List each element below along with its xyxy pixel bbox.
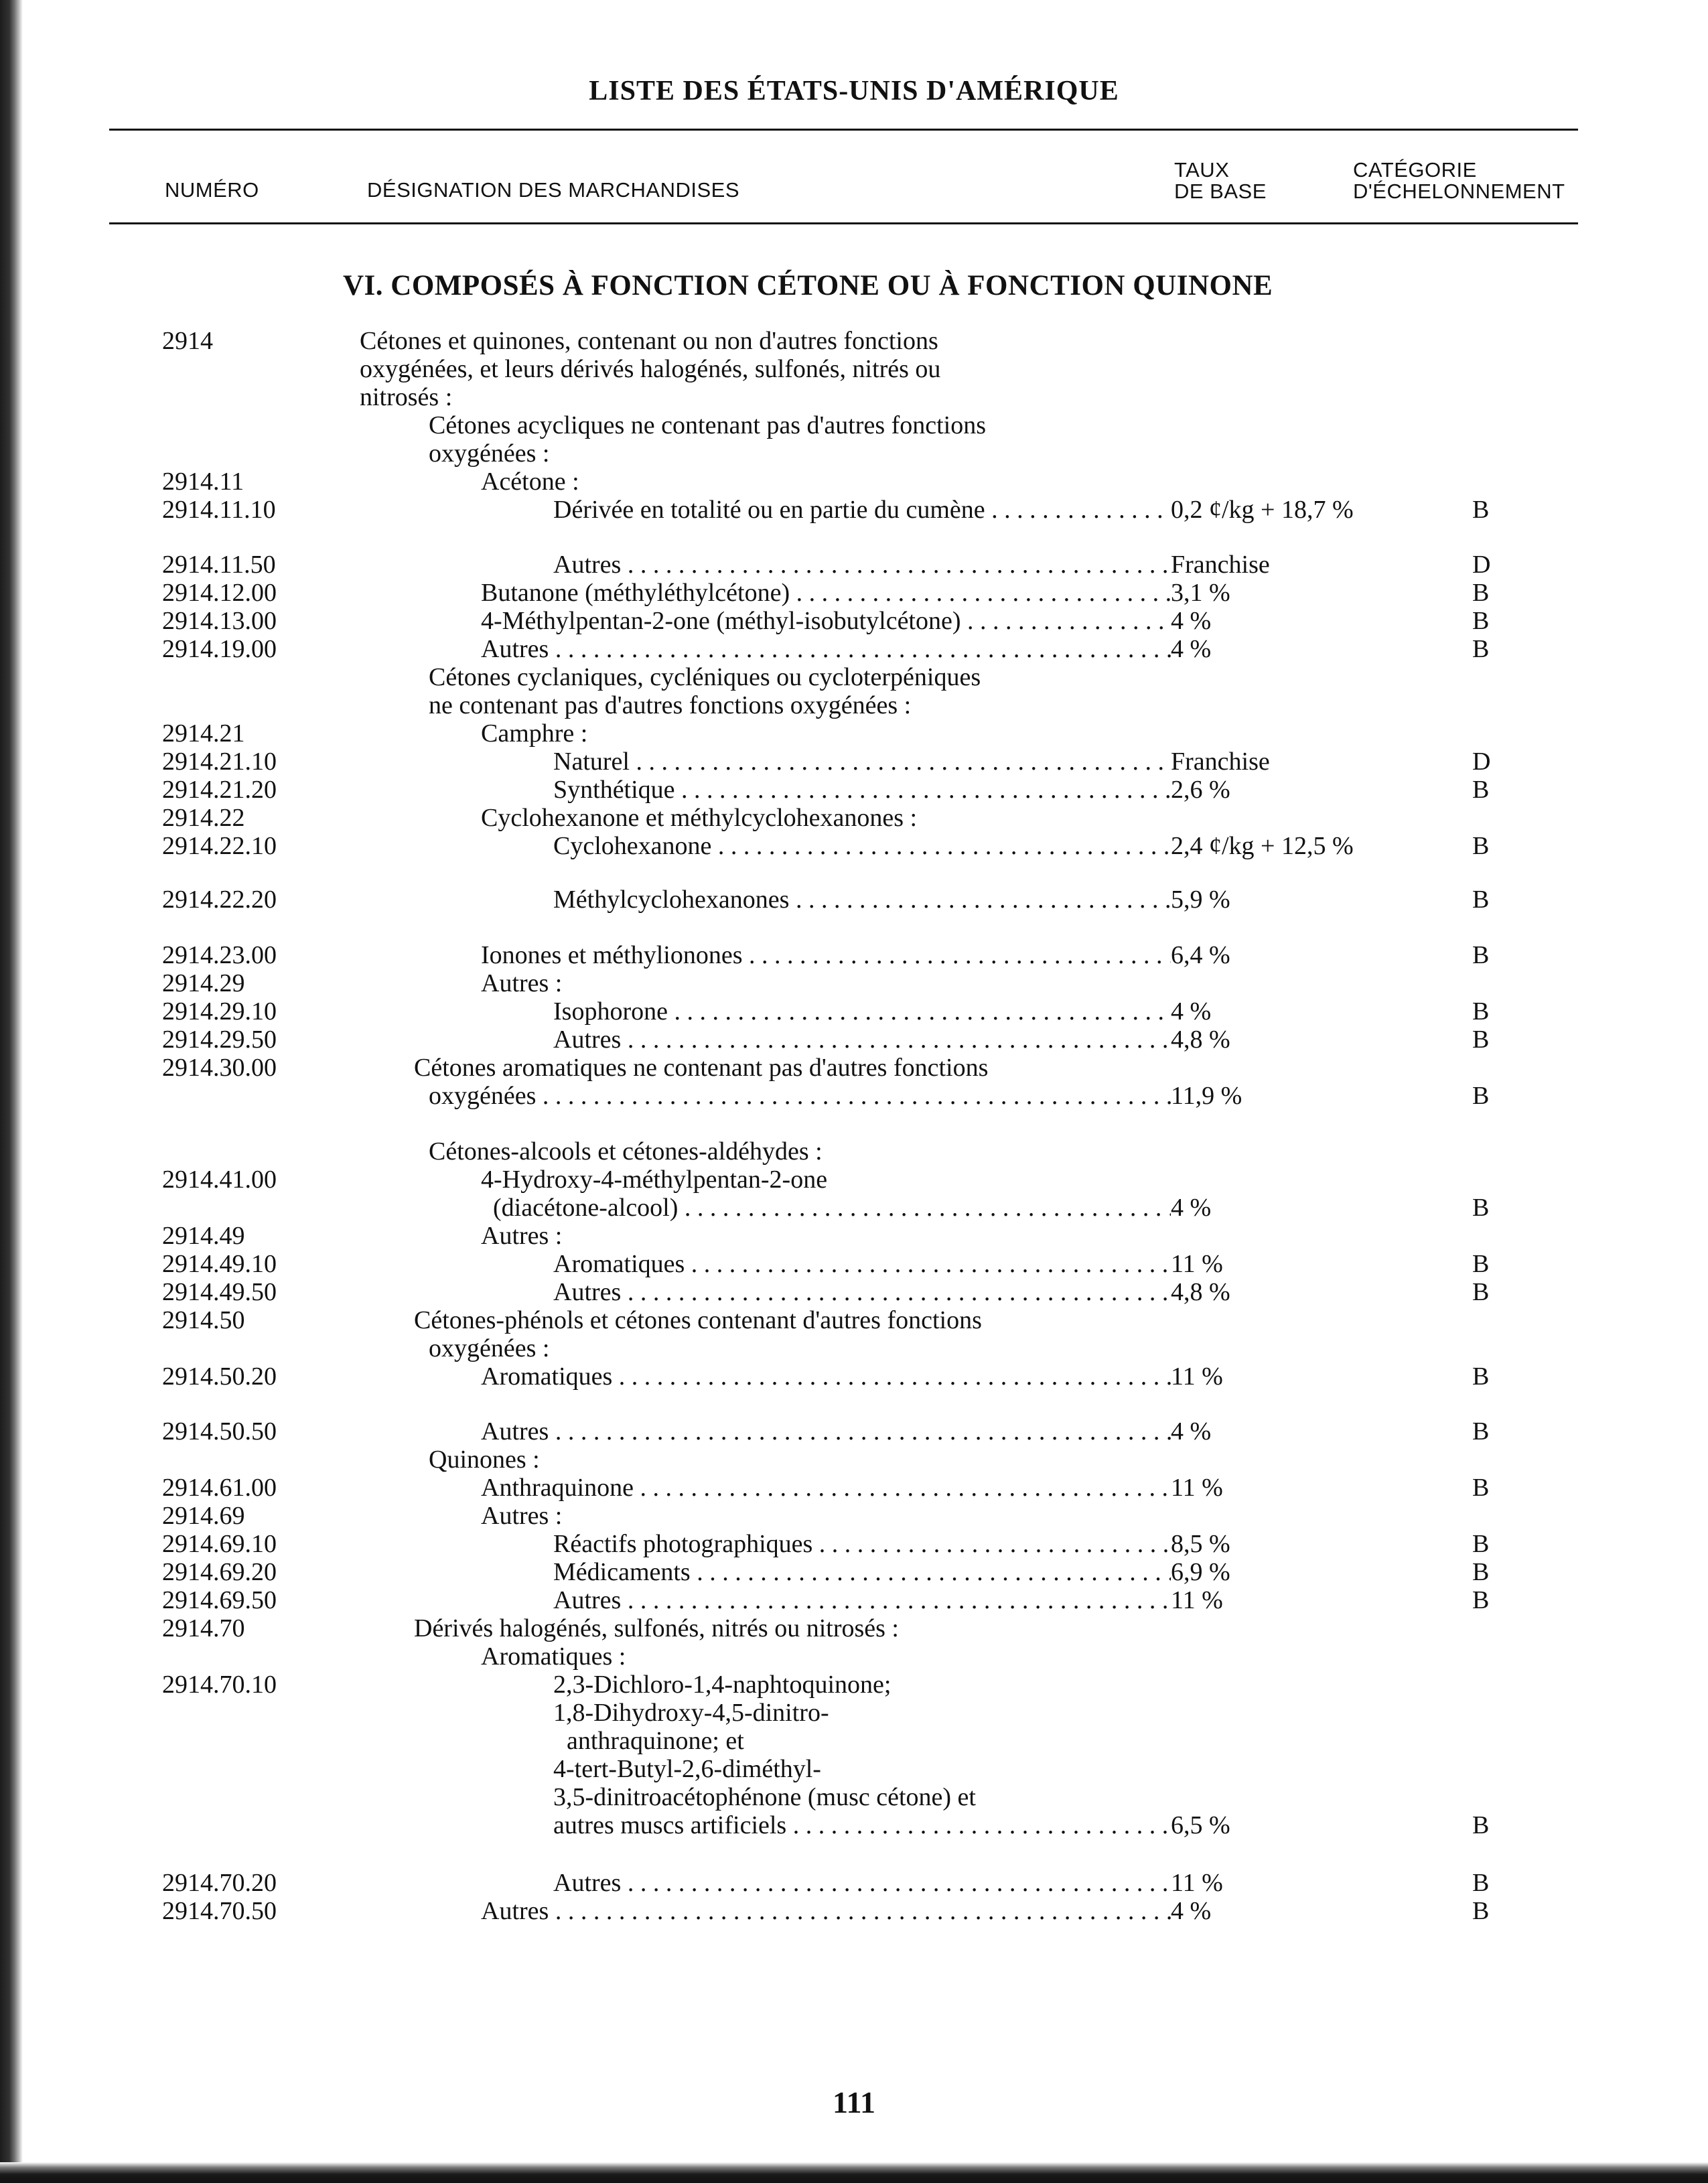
table-row [0,1727,1708,1755]
designation-text: Autres . . . [553,1869,1171,1897]
table-row [0,1026,1708,1054]
tariff-number: 2914.61.00 [162,1474,277,1502]
base-rate: 8,5 % [1171,1530,1230,1558]
table-row [0,1530,1708,1558]
table-row [0,1671,1708,1699]
designation-text: Autres : [481,969,563,997]
designation-text: Autres . . . [553,1586,1171,1614]
tariff-number: 2914.29.50 [162,1026,277,1054]
table-row [0,1614,1708,1642]
table-row [0,1222,1708,1250]
staging-category: B [1472,1586,1490,1614]
staging-category: B [1472,1558,1490,1586]
table-row [0,719,1708,748]
tariff-number: 2914.12.00 [162,579,277,607]
base-rate: 6,5 % [1171,1811,1230,1839]
table-row [0,1137,1708,1166]
tariff-number: 2914 [162,327,213,355]
designation-text: 3,5-dinitroacétophénone (musc cétone) et [553,1783,976,1811]
base-rate: 2,6 % [1171,776,1230,804]
staging-category: B [1472,1474,1490,1502]
table-row [0,1474,1708,1502]
staging-category: B [1472,1530,1490,1558]
table-row [0,748,1708,776]
table-row [0,327,1708,355]
column-header-designation: DÉSIGNATION DES MARCHANDISES [367,178,740,202]
designation-text: autres muscs artificiels . . . [553,1811,1171,1839]
tariff-number: 2914.69.50 [162,1586,277,1614]
table-row [0,1783,1708,1811]
header-rule-bottom [109,222,1578,224]
base-rate: 3,1 % [1171,579,1230,607]
page-number: 111 [833,2085,875,2119]
table-row [0,691,1708,719]
tariff-number: 2914.50 [162,1306,245,1334]
designation-text: oxygénées : [429,439,550,468]
designation-text: Synthétique . . . [553,776,1171,804]
designation-text: Quinones : [429,1446,540,1474]
staging-category: B [1472,1026,1490,1054]
table-row [0,1054,1708,1082]
staging-category: B [1472,1082,1490,1110]
designation-text: Cétones-phénols et cétones contenant d'autres fonctions [414,1306,982,1334]
base-rate: 11 % [1171,1586,1223,1614]
designation-text: 1,8-Dihydroxy-4,5-dinitro- [553,1699,829,1727]
designation-text: Méthylcyclohexanones . . . [553,886,1171,914]
table-row [0,886,1708,914]
staging-category: B [1472,607,1490,635]
designation-text: 4-Hydroxy-4-méthylpentan-2-one [481,1166,828,1194]
table-row [0,1334,1708,1362]
designation-text: (diacétone-alcool) . . . [493,1194,1171,1222]
table-row [0,496,1708,524]
designation-text: Butanone (méthyléthylcétone) . . . [481,579,1171,607]
table-row [0,1250,1708,1278]
table-row [0,1417,1708,1446]
staging-category: B [1472,886,1490,914]
designation-text: Anthraquinone . . . [481,1474,1171,1502]
tariff-number: 2914.11.50 [162,551,276,579]
staging-category: B [1472,1417,1490,1446]
base-rate: 4 % [1171,1194,1212,1222]
tariff-number: 2914.69.20 [162,1558,277,1586]
table-row [0,1642,1708,1671]
tariff-number: 2914.11 [162,468,244,496]
designation-text: 4-tert-Butyl-2,6-diméthyl- [553,1755,821,1783]
base-rate: 4 % [1171,1897,1212,1925]
table-row [0,969,1708,997]
header-rule-top [109,129,1578,131]
table-row [0,1082,1708,1110]
tariff-number: 2914.41.00 [162,1166,277,1194]
designation-text: 2,3-Dichloro-1,4-naphtoquinone; [553,1671,892,1699]
tariff-number: 2914.70.20 [162,1869,277,1897]
page-title: LISTE DES ÉTATS-UNIS D'AMÉRIQUE [589,76,1119,107]
table-row [0,1166,1708,1194]
designation-text: Autres . . . [553,1278,1171,1306]
staging-category: D [1472,551,1491,579]
base-rate: 4 % [1171,997,1212,1026]
tariff-number: 2914.29 [162,969,245,997]
designation-text: 4-Méthylpentan-2-one (méthyl-isobutylcétone) . . . [481,607,1171,635]
tariff-number: 2914.70.10 [162,1671,277,1699]
table-row [0,832,1708,860]
designation-text: Cétones acycliques ne contenant pas d'autres fonctions [429,411,987,439]
table-row [0,663,1708,691]
designation-text: Cyclohexanone . . . [553,832,1171,860]
designation-text: Autres . . . [553,551,1171,579]
table-row [0,1558,1708,1586]
table-row [0,776,1708,804]
designation-text: Naturel . . . [553,748,1171,776]
designation-text: oxygénées : [429,1334,550,1362]
column-header-number: NUMÉRO [165,178,259,202]
designation-text: Autres : [481,1222,563,1250]
tariff-number: 2914.21 [162,719,245,748]
table-row [0,997,1708,1026]
tariff-number: 2914.50.20 [162,1362,277,1391]
designation-text: Réactifs photographiques . . . [553,1530,1171,1558]
staging-category: B [1472,635,1490,663]
staging-category: B [1472,832,1490,860]
staging-category: B [1472,496,1490,524]
table-row [0,355,1708,383]
tariff-number: 2914.23.00 [162,941,277,969]
base-rate: 0,2 ¢/kg + 18,7 % [1171,496,1354,524]
staging-category: B [1472,1194,1490,1222]
tariff-number: 2914.21.20 [162,776,277,804]
tariff-number: 2914.70.50 [162,1897,277,1925]
table-row [0,607,1708,635]
tariff-number: 2914.69 [162,1502,245,1530]
tariff-number: 2914.13.00 [162,607,277,635]
tariff-number: 2914.11.10 [162,496,276,524]
tariff-number: 2914.30.00 [162,1054,277,1082]
tariff-number: 2914.22.10 [162,832,277,860]
designation-text: Cétones et quinones, contenant ou non d'autres fonctions [360,327,938,355]
designation-text: Autres . . . [481,1417,1171,1446]
tariff-number: 2914.22.20 [162,886,277,914]
tariff-number: 2914.19.00 [162,635,277,663]
designation-text: oxygénées, et leurs dérivés halogénés, sulfonés, nitrés ou [360,355,941,383]
tariff-number: 2914.21.10 [162,748,277,776]
table-row [0,551,1708,579]
designation-text: Cétones-alcools et cétones-aldéhydes : [429,1137,823,1166]
designation-text: Autres . . . [481,1897,1171,1925]
designation-text: nitrosés : [360,383,453,411]
table-row [0,1811,1708,1839]
staging-category: B [1472,1362,1490,1391]
table-row [0,468,1708,496]
column-header-base-rate-line2: DE BASE [1174,180,1267,203]
table-row [0,1306,1708,1334]
table-row [0,804,1708,832]
base-rate: 4,8 % [1171,1026,1230,1054]
designation-text: Isophorone . . . [553,997,1171,1026]
base-rate: 11 % [1171,1474,1223,1502]
base-rate: 11 % [1171,1250,1223,1278]
designation-text: Acétone : [481,468,579,496]
table-row [0,383,1708,411]
tariff-number: 2914.22 [162,804,245,832]
tariff-number: 2914.69.10 [162,1530,277,1558]
staging-category: B [1472,997,1490,1026]
column-header-category-line2: D'ÉCHELONNEMENT [1353,180,1565,203]
designation-text: Autres . . . [553,1026,1171,1054]
designation-text: Aromatiques : [481,1642,626,1671]
table-row [0,1586,1708,1614]
table-row [0,1699,1708,1727]
tariff-number: 2914.49 [162,1222,245,1250]
designation-text: Aromatiques . . . [481,1362,1171,1391]
table-row [0,579,1708,607]
table-row [0,941,1708,969]
table-row [0,1194,1708,1222]
base-rate: 4 % [1171,1417,1212,1446]
designation-text: Cyclohexanone et méthylcyclohexanones : [481,804,918,832]
base-rate: 2,4 ¢/kg + 12,5 % [1171,832,1354,860]
tariff-number: 2914.49.10 [162,1250,277,1278]
designation-text: Camphre : [481,719,588,748]
designation-text: Dérivés halogénés, sulfonés, nitrés ou nitrosés : [414,1614,899,1642]
designation-text: oxygénées . . . [429,1082,1171,1110]
tariff-number: 2914.50.50 [162,1417,277,1446]
section-title: VI. COMPOSÉS À FONCTION CÉTONE OU À FONCTION QUINONE [343,270,1273,301]
base-rate: 4 % [1171,635,1212,663]
base-rate: 6,4 % [1171,941,1230,969]
designation-text: Médicaments . . . [553,1558,1171,1586]
designation-text: Aromatiques . . . [553,1250,1171,1278]
designation-text: Dérivée en totalité ou en partie du cumène . . . [553,496,1171,524]
designation-text: Autres : [481,1502,563,1530]
scan-edge-bottom [0,2162,1708,2183]
base-rate: 11 % [1171,1362,1223,1391]
base-rate: 11,9 % [1171,1082,1242,1110]
column-header-category-line1: CATÉGORIE [1353,158,1477,182]
designation-text: anthraquinone; et [567,1727,744,1755]
designation-text: Cétones cyclaniques, cycléniques ou cycloterpéniques [429,663,981,691]
table-row [0,1278,1708,1306]
designation-text: Cétones aromatiques ne contenant pas d'autres fonctions [414,1054,989,1082]
staging-category: B [1472,776,1490,804]
base-rate: Franchise [1171,551,1270,579]
staging-category: B [1472,941,1490,969]
table-row [0,1869,1708,1897]
tariff-number: 2914.29.10 [162,997,277,1026]
staging-category: B [1472,1278,1490,1306]
designation-text: ne contenant pas d'autres fonctions oxygénées : [429,691,912,719]
table-row [0,1502,1708,1530]
designation-text: Ionones et méthylionones . . . [481,941,1171,969]
table-row [0,1362,1708,1391]
base-rate: 5,9 % [1171,886,1230,914]
table-row [0,411,1708,439]
table-row [0,635,1708,663]
staging-category: B [1472,1869,1490,1897]
tariff-number: 2914.70 [162,1614,245,1642]
base-rate: Franchise [1171,748,1270,776]
table-row [0,1755,1708,1783]
table-row [0,1446,1708,1474]
table-row [0,439,1708,468]
staging-category: B [1472,1897,1490,1925]
table-row [0,1897,1708,1925]
staging-category: B [1472,579,1490,607]
base-rate: 4,8 % [1171,1278,1230,1306]
column-header-base-rate-line1: TAUX [1174,158,1230,182]
designation-text: Autres . . . [481,635,1171,663]
staging-category: B [1472,1250,1490,1278]
base-rate: 6,9 % [1171,1558,1230,1586]
base-rate: 4 % [1171,607,1212,635]
base-rate: 11 % [1171,1869,1223,1897]
staging-category: D [1472,748,1491,776]
staging-category: B [1472,1811,1490,1839]
tariff-number: 2914.49.50 [162,1278,277,1306]
